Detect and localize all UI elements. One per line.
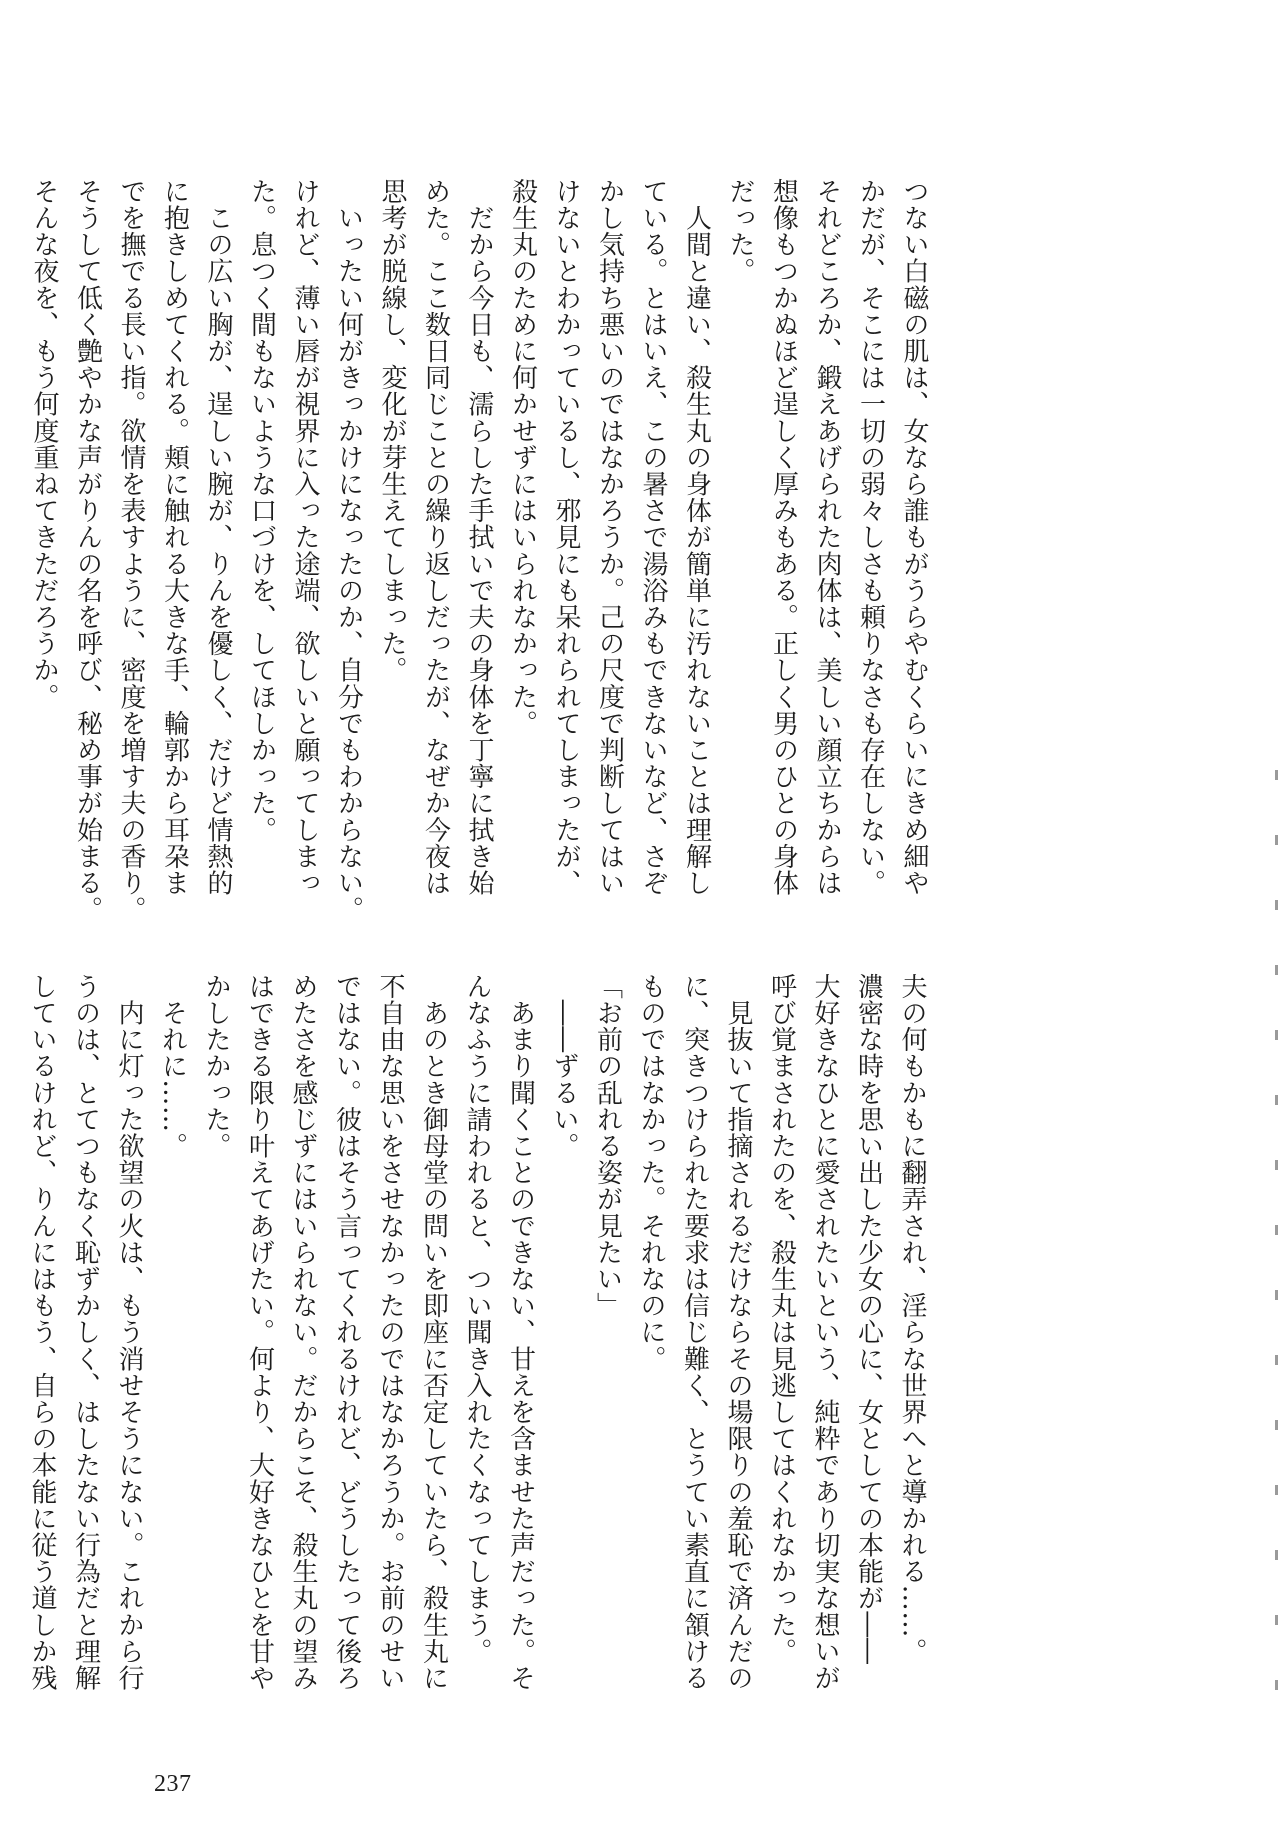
scan-edge-mark	[1275, 965, 1278, 975]
scan-edge-mark	[1275, 1355, 1278, 1365]
scan-edge-mark	[1275, 1485, 1278, 1495]
scan-edge-mark	[1275, 1225, 1278, 1235]
scan-edge-mark	[1275, 1420, 1278, 1430]
upper-text-block: つない白磁の肌は、女なら誰もがうらやむくらいにきめ細や かだが、そこには一切の弱々しさも頼りなさも存在しない。 それどころか、鍛えあげられた肉体は、美しい顔立ちからは 想像もつかぬほど逞しく厚みもある。正しく男のひとの身体 だった。 人間と違い、殺生丸の身体が簡単に汚れないことは理解し ている。とはいえ、この暑さで湯浴みもできないなど、さぞ かし気持ち悪いのではなかろうか。己の尺度で判断してはい けないとわかっているし、邪見にも呆れられてしまったが、 殺生丸のために何かせずにはいられなかった。 だから今日も、濡らした手拭いで夫の身体を丁寧に拭き始 めた。ここ数日同じことの繰り返しだったが、なぜか今夜は 思考が脱線し、変化が芽生えてしまった。 いったい何がきっかけになったのか、自分でもわからない。 けれど、薄い唇が視界に入った途端、欲しいと願ってしまっ た。息つく間もないような口づけを、してほしかった。 この広い胸が、逞しい腕が、りんを優しく、だけど情熱的 に抱きしめてくれる。頬に触れる大きな手、輪郭から耳朶ま でを撫でる長い指。欲情を表すように、密度を増す夫の香り。 そうして低く艶やかな声がりんの名を呼び、秘め事が始まる。 そんな夜を、もう何度重ねてきただろうか。	[29, 178, 929, 923]
page-number: 237	[154, 1771, 192, 1797]
scan-edge-mark	[1275, 1030, 1278, 1040]
scan-edge-mark	[1275, 835, 1278, 845]
scan-edge-mark	[1275, 900, 1278, 910]
scan-edge-mark	[1275, 1615, 1278, 1625]
scan-edge-mark	[1275, 1550, 1278, 1560]
scan-edge-mark	[1275, 1095, 1278, 1105]
scan-edge-marks	[1272, 0, 1280, 1823]
scan-edge-mark	[1275, 1290, 1278, 1300]
scan-edge-mark	[1275, 770, 1278, 780]
lower-text-block: 夫の何もかもに翻弄され、淫らな世界へと導かれる……。 濃密な時を思い出した少女の心に、女としての本能が―― 大好きなひとに愛されたいという、純粋であり切実な想いが 呼び覚まされたのを、殺生丸は見逃してはくれなかった。 見抜いて指摘されるだけならその場限りの羞恥で済んだの に、突きつけられた要求は信じ難く、とうてい素直に頷ける ものではなかった。それなのに。 「お前の乱れる姿が見たい」 ――ずるい。 あまり聞くことのできない、甘えを含ませた声だった。そ んなふうに請われると、つい聞き入れたくなってしまう。 あのとき御母堂の問いを即座に否定していたら、殺生丸に 不自由な思いをさせなかったのではなかろうか。お前のせい ではない。彼はそう言ってくれるけれど、どうしたって後ろ めたさを感じずにはいられない。だからこそ、殺生丸の望み はできる限り叶えてあげたい。何より、大好きなひとを甘や かしたかった。 それに……。 内に灯った欲望の火は、もう消せそうにない。これから行 うのは、とてつもなく恥ずかしく、はしたない行為だと理解 しているけれど、りんにはもう、自らの本能に従う道しか残	[27, 973, 927, 1692]
scan-edge-mark	[1275, 1680, 1278, 1690]
scan-edge-mark	[1275, 1160, 1278, 1170]
